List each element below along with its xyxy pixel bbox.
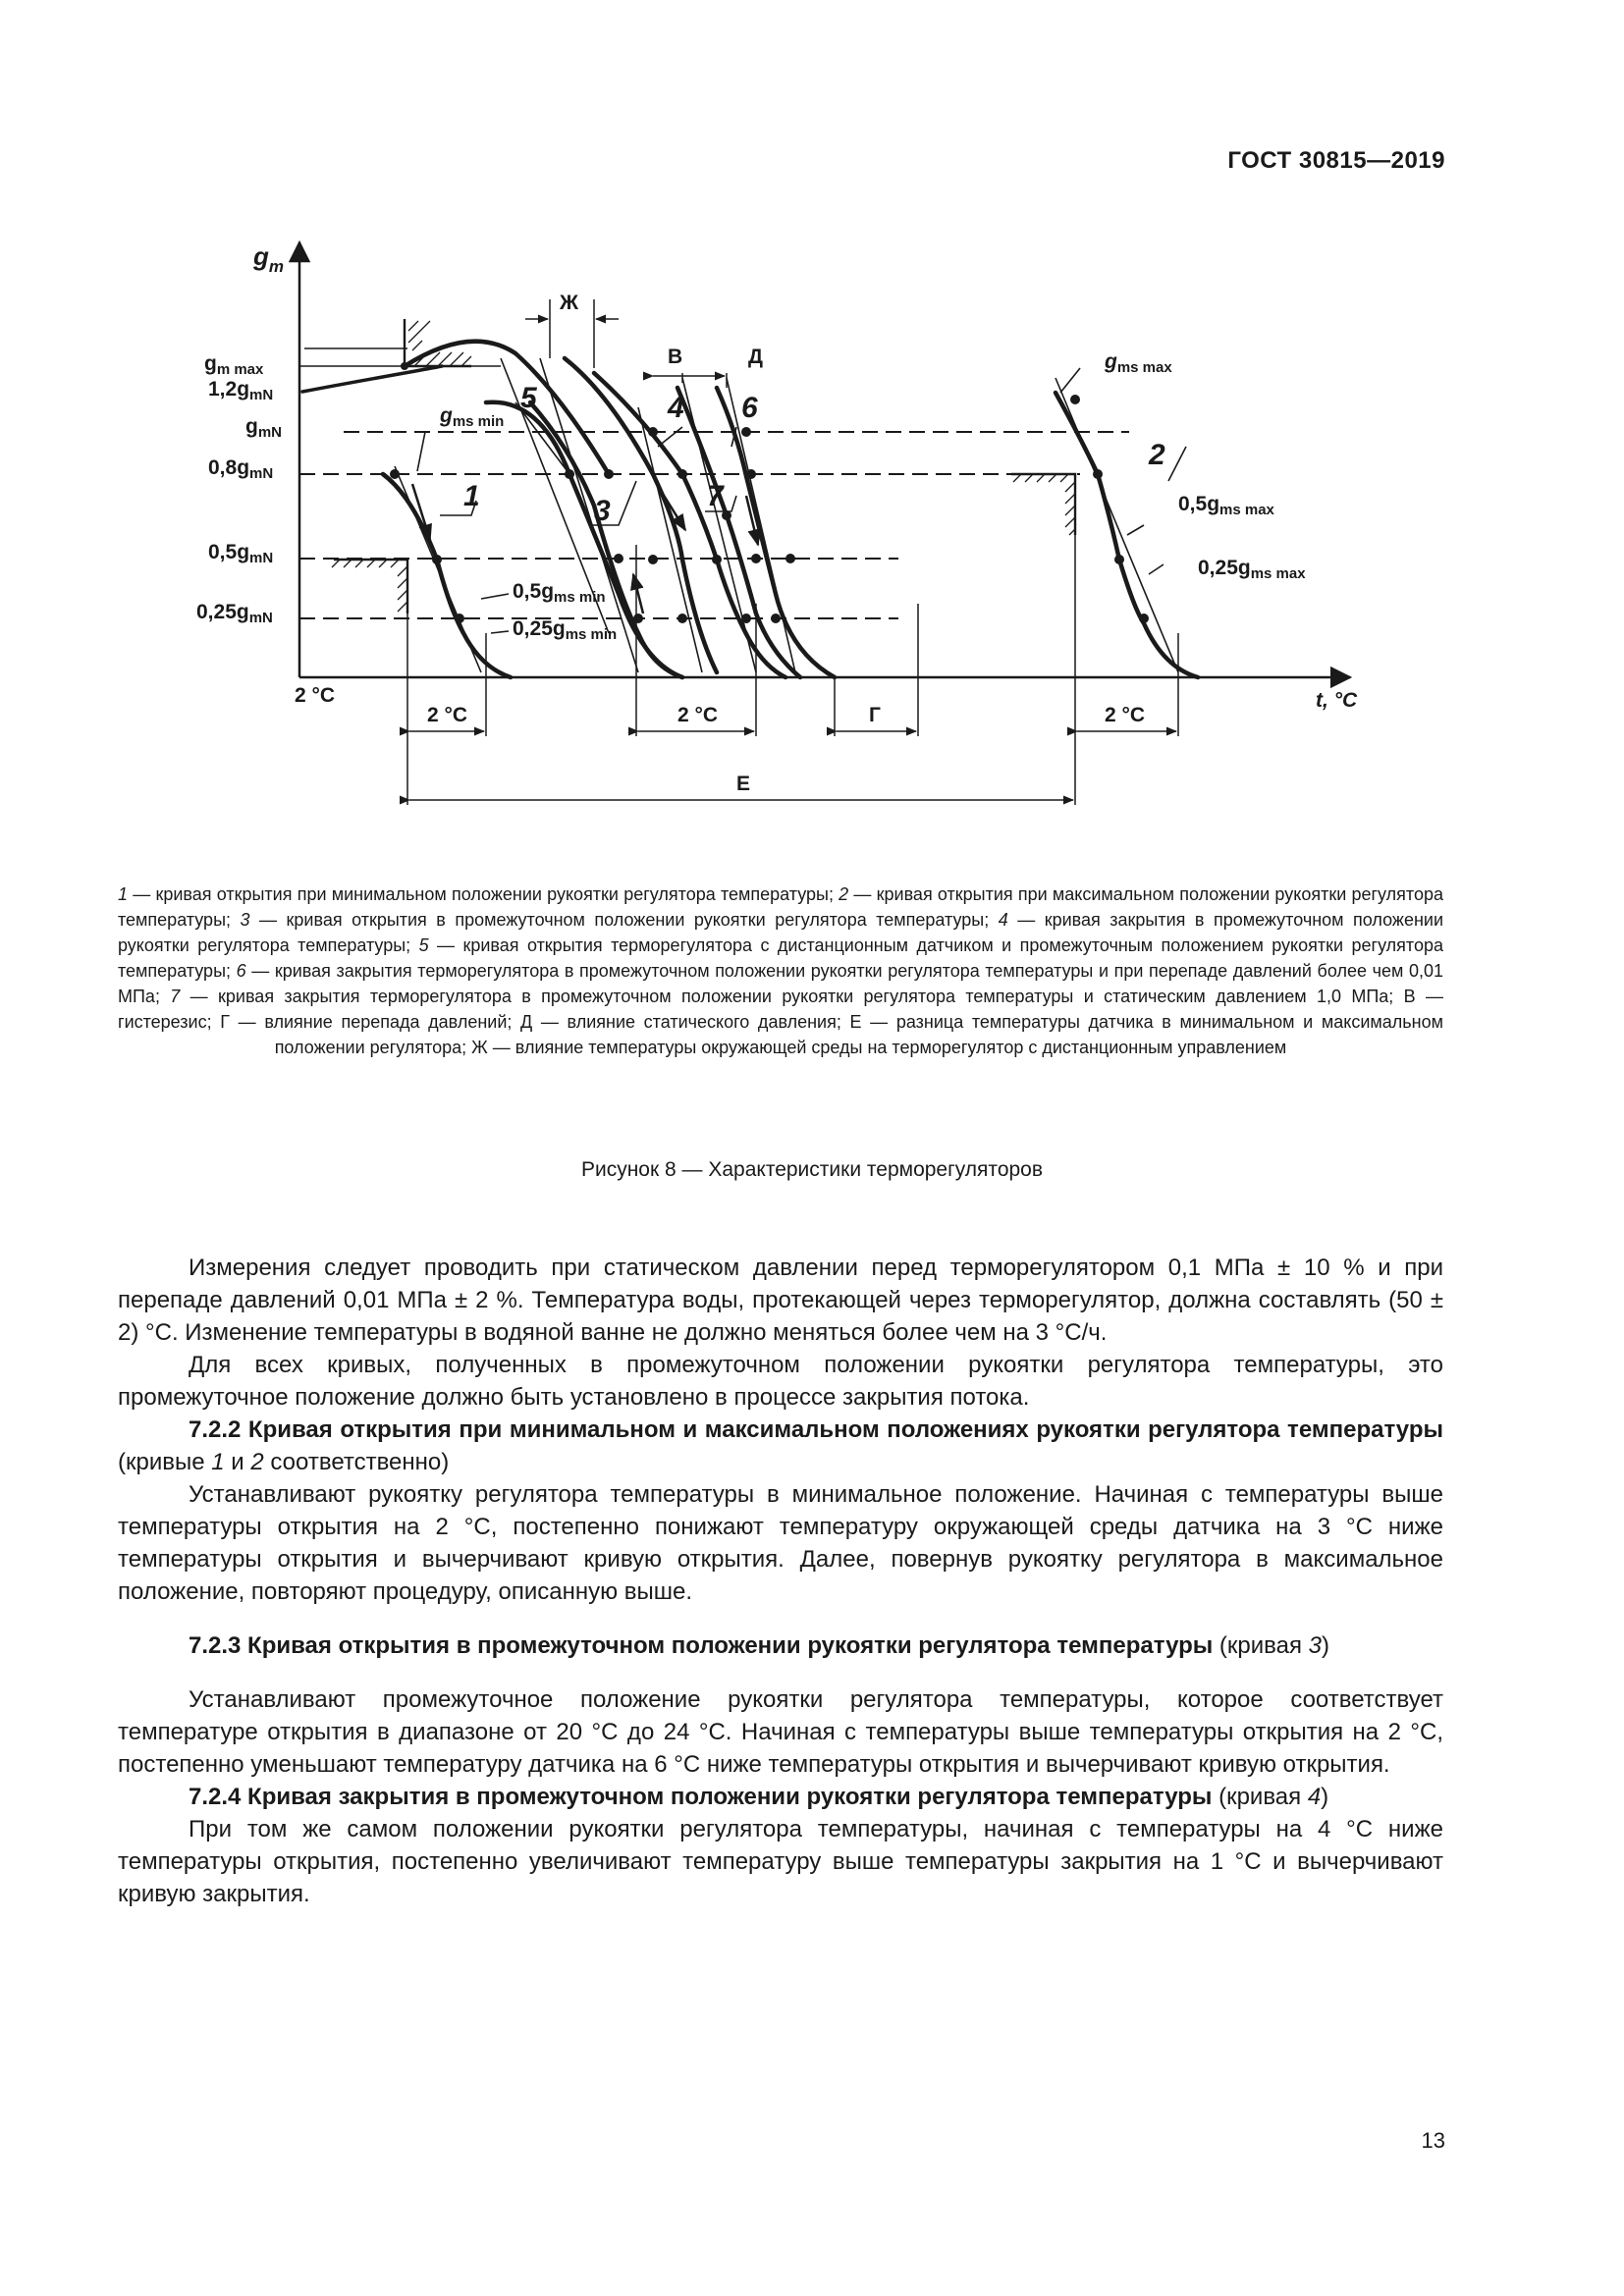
label-quarter-max: 0,25gms max bbox=[1198, 557, 1306, 582]
curve-number-7: 7 bbox=[707, 480, 724, 512]
label-half-max: 0,5gms max bbox=[1178, 493, 1274, 518]
dim-2c-1: 2 °C bbox=[427, 704, 468, 726]
curve-number-2: 2 bbox=[1149, 439, 1165, 471]
limit-stops bbox=[332, 319, 1075, 614]
curve-1 bbox=[383, 474, 511, 677]
label-gms-max: gms max bbox=[1105, 350, 1172, 376]
body-text bbox=[118, 1252, 1443, 1910]
dim-2c-3: 2 °C bbox=[1105, 704, 1146, 726]
y-labels bbox=[196, 352, 282, 626]
section-7-2-4: 7.2.4 Кривая закрытия в промежуточном положении рукоятки регулятора температуры (кривая 4) bbox=[189, 1784, 1329, 1810]
dim-g: Г bbox=[869, 704, 881, 726]
curve-number-4: 4 bbox=[668, 392, 684, 424]
legend-item-5: 5 — кривая открытия терморегулятора с дистанционным датчиком и промежуточным положением рукоятки регулятора температуры; bbox=[118, 935, 1443, 981]
dim-d: Д bbox=[748, 346, 763, 368]
curve-number-6: 6 bbox=[741, 392, 758, 424]
dim-2c-2: 2 °C bbox=[677, 704, 719, 726]
legend-item-3: 3 — кривая открытия в промежуточном положении рукоятки регулятора температуры; bbox=[240, 910, 999, 930]
curve-number-1: 1 bbox=[463, 480, 480, 512]
section-7-2-2: 7.2.2 Кривая открытия при минимальном и максимальном положениях рукоятки регулятора температуры (кривые 1 и 2 соответственно) bbox=[118, 1416, 1443, 1475]
origin-label: 2 °C bbox=[295, 684, 336, 707]
right-stop bbox=[1011, 474, 1075, 535]
right-stop-hatch bbox=[1013, 474, 1075, 535]
figure-legend bbox=[118, 881, 1443, 1060]
curve-number-5: 5 bbox=[520, 382, 537, 414]
label-gms-min: gms min bbox=[440, 404, 505, 430]
paragraph-7-2-2: Устанавливают рукоятку регулятора температуры в минимальное положение. Начиная с температуры выше температуры открытия на 2 °С, постепенно понижают температуру окружающей среды датчика на 3 °С ниже температуры открытия и вычерчивают кривую открытия. Далее, повернув рукоятку регулятора в максимальное положение, повторяют процедуру, описанную выше. bbox=[118, 1481, 1443, 1605]
legend-item-6: 6 — кривая закрытия терморегулятора в промежуточном положении рукоятки регулятора температуры и при перепаде давлений более чем 0,01 МПа; bbox=[118, 961, 1443, 1006]
y-label-0-5gmn: 0,5gmN bbox=[208, 541, 274, 566]
curve-5-top bbox=[405, 342, 609, 474]
page-number: 13 bbox=[1421, 2128, 1445, 2153]
dimension-boundaries bbox=[407, 299, 1178, 805]
legend-item-7: 7 — кривая закрытия терморегулятора в промежуточном положении рукоятки регулятора температуры и статическим давлением 1,0 МПа; В — гистерезис; Г — влияние перепада давлений; Д — влияние статического давления; Е — разница температуры датчика в минимальном и максимальном положении регулятора; Ж — влияние температуры окружающей среды на терморегулятор с дистанционным управлением bbox=[118, 987, 1443, 1057]
curve-number-3: 3 bbox=[594, 495, 611, 527]
thermostat-characteristics-figure bbox=[147, 221, 1492, 820]
dim-e: Е bbox=[736, 773, 751, 795]
section-7-2-4-title: 7.2.4 Кривая закрытия в промежуточном положении рукоятки регулятора температуры bbox=[189, 1784, 1213, 1810]
x-axis-label: t, °C bbox=[1316, 689, 1358, 712]
paragraph-intermediate: Для всех кривых, полученных в промежуточном положении рукоятки регулятора температуры, это промежуточное положение должно быть установлено в процессе закрытия потока. bbox=[118, 1352, 1443, 1411]
label-half-min: 0,5gms min bbox=[513, 580, 606, 606]
section-7-2-2-title: 7.2.2 Кривая открытия при минимальном и максимальном положениях рукоятки регулятора температуры bbox=[189, 1416, 1443, 1443]
paragraph-7-2-4: При том же самом положении рукоятки регулятора температуры, начиная с температуры на 4 °С ниже температуры открытия, постепенно увеличивают температуру выше температуры закрытия на 1 °С и вычерчивают кривую закрытия. bbox=[118, 1816, 1443, 1907]
legend-item-1: 1 — кривая открытия при минимальном положении рукоятки регулятора температуры; bbox=[118, 884, 839, 904]
section-7-2-3: 7.2.3 Кривая открытия в промежуточном положении рукоятки регулятора температуры (кривая 3) bbox=[189, 1632, 1330, 1659]
label-quarter-min: 0,25gms min bbox=[513, 617, 618, 643]
paragraph-7-2-3: Устанавливают промежуточное положение рукоятки регулятора температуры, которое соответствует температуре открытия в диапазоне от 20 °С до 24 °С. Начиная с температуры выше температуры открытия на 2 °С, постепенно уменьшают температуру датчика на 6 °С ниже температуры открытия и вычерчивают кривую открытия. bbox=[118, 1686, 1443, 1778]
start-curve bbox=[302, 366, 442, 392]
dim-v: В bbox=[668, 346, 683, 368]
y-label-0-25gmn: 0,25gmN bbox=[196, 601, 273, 626]
section-7-2-3-title: 7.2.3 Кривая открытия в промежуточном положении рукоятки регулятора температуры bbox=[189, 1632, 1214, 1659]
y-axis-label: $g_m$ bbox=[253, 241, 285, 276]
y-label-gmn: gmN bbox=[245, 415, 282, 441]
y-label-0-8gmn: 0,8gmN bbox=[208, 456, 274, 482]
paragraph-measurement: Измерения следует проводить при статическом давлении перед терморегулятором 0,1 МПа ± 10 % и при перепаде давлений 0,01 МПа ± 2 %. Температура воды, протекающей через терморегулятор, должна составлять (50 ± 2) °С. Изменение температуры в водяной ванне не должно меняться более чем на 3 °С/ч. bbox=[118, 1255, 1443, 1346]
curve-2 bbox=[1056, 393, 1198, 677]
dim-zh: Ж bbox=[560, 292, 578, 314]
left-stop bbox=[334, 560, 407, 614]
legend-item-4: 4 — кривая закрытия в промежуточном положении рукоятки регулятора температуры; bbox=[118, 910, 1444, 955]
legend-item-2: 2 — кривая открытия при максимальном положении рукоятки регулятора температуры; bbox=[118, 884, 1443, 930]
y-label-gm-max: gm max bbox=[204, 352, 264, 378]
y-label-1-2gmn: 1,2gmN bbox=[208, 378, 274, 403]
standard-number: ГОСТ 30815—2019 bbox=[1227, 147, 1445, 174]
left-stop-hatch bbox=[332, 560, 407, 612]
figure-caption: Рисунок 8 — Характеристики терморегуляторов bbox=[580, 1158, 1044, 1181]
